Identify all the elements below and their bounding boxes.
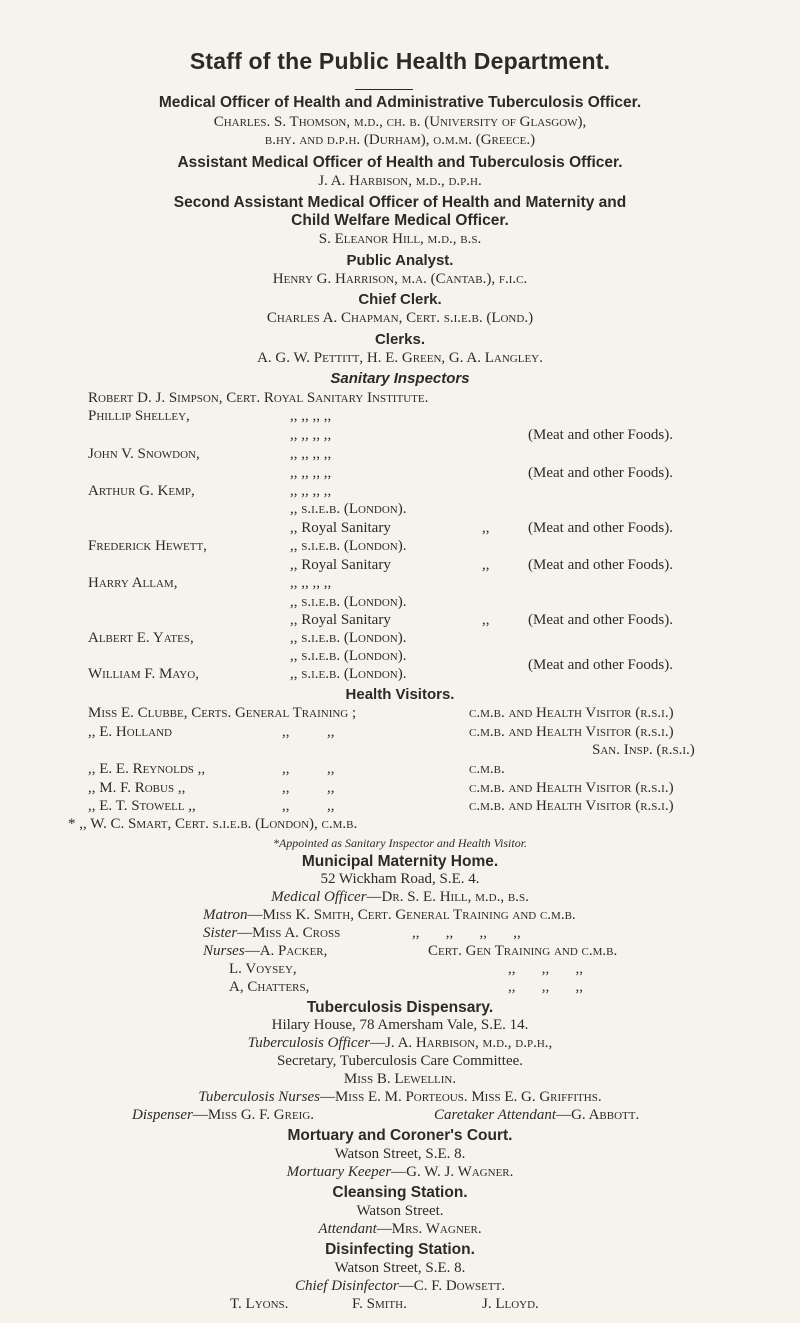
page-title: Staff of the Public Health Department. xyxy=(189,48,611,74)
inspector-name: John V. Snowdon, xyxy=(88,446,200,462)
cleansing-attendant xyxy=(0,1221,800,1238)
chief-clerk-heading: Chief Clerk. xyxy=(358,291,442,308)
label: Mortuary Keeper xyxy=(286,1164,392,1180)
visitor-qual: c.m.b. and Health Visitor (r.s.i.) xyxy=(469,780,674,796)
maternity-nurse: L. Voysey, xyxy=(229,961,297,977)
meat-foods-note: (Meat and other Foods). xyxy=(528,520,673,536)
meat-foods-note: (Meat and other Foods). xyxy=(528,557,673,573)
ditto-marks: ,, ,, ,, ,, xyxy=(290,483,332,499)
analyst-name: Henry G. Harrison, m.a. (Cantab.), f.i.c. xyxy=(272,271,528,287)
maternity-heading: Municipal Maternity Home. xyxy=(301,853,499,870)
value: —Miss A. Cross xyxy=(237,925,341,941)
second-asst-heading-1: Second Assistant Medical Officer of Health and Maternity and xyxy=(173,194,627,211)
inspector-simpson: Robert D. J. Simpson, Cert. Royal Sanitary Institute. xyxy=(88,390,429,406)
inspector-name: Phillip Shelley, xyxy=(88,408,190,424)
visitor-name: ,, M. F. Robus ,, xyxy=(88,780,186,796)
tb-secretary: Secretary, Tuberculosis Care Committee. xyxy=(276,1053,524,1069)
inspector-name: Harry Allam, xyxy=(88,575,178,591)
second-asst-name: S. Eleanor Hill, m.d., b.s. xyxy=(318,231,482,247)
moh-line1: Charles. S. Thomson, m.d., ch. b. (University of Glasgow), xyxy=(213,114,587,130)
cleansing-address: Watson Street. xyxy=(356,1203,444,1219)
ditto-marks: ,, ,, ,, xyxy=(508,961,583,977)
ditto-marks: ,, ,, xyxy=(282,798,335,814)
chief-clerk-name: Charles A. Chapman, Cert. s.i.e.b. (Lond.) xyxy=(266,310,534,326)
visitor-smart: * ,, W. C. Smart, Cert. s.i.e.b. (London), c.m.b. xyxy=(68,816,358,832)
moh-line2: b.hy. and d.p.h. (Durham), o.m.m. (Greece.) xyxy=(264,132,536,148)
ditto-mark: ,, xyxy=(482,520,490,536)
nurse-qual: Cert. Gen Training and c.m.b. xyxy=(428,943,618,959)
clerks-names: A. G. W. Pettitt, H. E. Green, G. A. Langley. xyxy=(257,350,543,366)
visitor-qual: c.m.b. xyxy=(469,761,505,777)
inspector-name: Albert E. Yates, xyxy=(88,630,194,646)
moh-heading: Medical Officer of Health and Administrative Tuberculosis Officer. xyxy=(158,94,642,111)
value: —Dr. S. E. Hill, m.d., b.s. xyxy=(366,889,529,905)
ditto-marks: ,, ,, xyxy=(282,761,335,777)
asst-moh-heading: Assistant Medical Officer of Health and Tuberculosis Officer. xyxy=(177,154,623,171)
qual-sieb: ,, s.i.e.b. (London). xyxy=(290,630,407,646)
value: —Miss G. F. Greig. xyxy=(192,1107,315,1123)
label: Matron xyxy=(203,907,248,923)
label: Chief Disinfector xyxy=(294,1278,399,1294)
qual-sieb: ,, s.i.e.b. (London). xyxy=(290,648,407,664)
inspector-name: Frederick Hewett, xyxy=(88,538,207,554)
value: —A. Packer, xyxy=(244,943,328,959)
asst-moh-name: J. A. Harbison, m.d., d.p.h. xyxy=(318,173,482,189)
disinfecting-chief xyxy=(0,1278,800,1295)
clerks-heading: Clerks. xyxy=(374,331,426,348)
maternity-matron xyxy=(203,907,576,924)
ditto-marks: ,, ,, ,, ,, xyxy=(290,575,332,591)
visitor-qual: c.m.b. and Health Visitor (r.s.i.) xyxy=(469,705,674,721)
label: Tuberculosis Officer xyxy=(247,1035,371,1051)
value: —Miss E. M. Porteous. Miss E. G. Griffiths. xyxy=(319,1089,602,1105)
value: —Mrs. Wagner. xyxy=(376,1221,482,1237)
health-visitors-heading: Health Visitors. xyxy=(345,686,455,703)
ditto-mark: ,, xyxy=(482,612,490,628)
label: Nurses xyxy=(203,943,245,959)
disinfecting-heading: Disinfecting Station. xyxy=(325,1241,475,1258)
value: —J. A. Harbison, m.d., d.p.h., xyxy=(370,1035,553,1051)
ditto-marks: ,, ,, ,, xyxy=(508,979,583,995)
maternity-address: 52 Wickham Road, S.E. 4. xyxy=(320,871,480,887)
qual-sieb: ,, s.i.e.b. (London). xyxy=(290,501,407,517)
label: Attendant xyxy=(318,1221,377,1237)
second-asst-heading-2: Child Welfare Medical Officer. xyxy=(291,212,509,229)
disinfecting-address: Watson Street, S.E. 8. xyxy=(334,1260,466,1276)
meat-foods-note: (Meat and other Foods). xyxy=(528,427,673,443)
inspector-name: William F. Mayo, xyxy=(88,666,199,682)
analyst-heading: Public Analyst. xyxy=(346,252,454,269)
visitor-name: ,, E. T. Stowell ,, xyxy=(88,798,196,814)
value: —G. W. J. Wagner. xyxy=(391,1164,514,1180)
mortuary-keeper xyxy=(0,1164,800,1181)
disinfector-name: J. Lloyd. xyxy=(482,1296,539,1312)
tb-lewellin: Miss B. Lewellin. xyxy=(343,1071,457,1087)
label: Caretaker Attendant xyxy=(434,1107,557,1123)
visitor-qual: c.m.b. and Health Visitor (r.s.i.) xyxy=(469,798,674,814)
qual-sieb: ,, s.i.e.b. (London). xyxy=(290,666,407,682)
mortuary-heading: Mortuary and Coroner's Court. xyxy=(287,1127,513,1144)
value: —Miss K. Smith, Cert. General Training and c.m.b. xyxy=(247,907,576,923)
mortuary-address: Watson Street, S.E. 8. xyxy=(334,1146,466,1162)
qual-sieb: ,, s.i.e.b. (London). xyxy=(290,538,407,554)
ditto-marks: ,, ,, ,, ,, xyxy=(290,427,332,443)
tb-dispenser xyxy=(132,1107,314,1124)
disinfector-name: T. Lyons. xyxy=(230,1296,289,1312)
ditto-marks: ,, ,, xyxy=(282,724,335,740)
label: Medical Officer xyxy=(271,889,367,905)
ditto-marks: ,, ,, ,, ,, xyxy=(290,408,332,424)
inspector-name: Arthur G. Kemp, xyxy=(88,483,195,499)
footnote: *Appointed as Sanitary Inspector and Health Visitor. xyxy=(272,836,528,850)
ditto-marks: ,, ,, ,, ,, xyxy=(290,446,332,462)
qual-royal: ,, Royal Sanitary xyxy=(290,520,391,536)
qual-royal: ,, Royal Sanitary xyxy=(290,612,391,628)
maternity-medical-officer xyxy=(0,889,800,906)
visitor-name: ,, E. E. Reynolds ,, xyxy=(88,761,206,777)
title-rule xyxy=(355,89,413,90)
visitor-qual: San. Insp. (r.s.i.) xyxy=(592,742,695,758)
tb-officer xyxy=(0,1035,800,1052)
qual-sieb: ,, s.i.e.b. (London). xyxy=(290,594,407,610)
ditto-mark: ,, xyxy=(482,557,490,573)
ditto-marks: ,, ,, ,, ,, xyxy=(290,465,332,481)
visitor-name: ,, E. Holland xyxy=(88,724,172,740)
maternity-sister xyxy=(203,925,340,942)
label: Tuberculosis Nurses xyxy=(198,1089,320,1105)
tb-address: Hilary House, 78 Amersham Vale, S.E. 14. xyxy=(271,1017,529,1033)
inspectors-heading: Sanitary Inspectors xyxy=(330,370,470,387)
meat-foods-note: (Meat and other Foods). xyxy=(528,612,673,628)
ditto-marks: ,, ,, xyxy=(282,780,335,796)
value: —G. Abbott. xyxy=(556,1107,640,1123)
disinfector-name: F. Smith. xyxy=(352,1296,407,1312)
value: —C. F. Dowsett. xyxy=(398,1278,506,1294)
tb-nurses xyxy=(0,1089,800,1106)
maternity-nurse: A, Chatters, xyxy=(229,979,310,995)
cleansing-heading: Cleansing Station. xyxy=(332,1184,468,1201)
label: Dispenser xyxy=(132,1107,193,1123)
visitor-qual: c.m.b. and Health Visitor (r.s.i.) xyxy=(469,724,674,740)
ditto-marks: ,, ,, ,, ,, xyxy=(412,925,521,941)
meat-foods-note: (Meat and other Foods). xyxy=(528,465,673,481)
maternity-nurse xyxy=(203,943,327,960)
qual-royal: ,, Royal Sanitary xyxy=(290,557,391,573)
tb-caretaker xyxy=(434,1107,639,1124)
tb-heading: Tuberculosis Dispensary. xyxy=(306,999,494,1016)
visitor-name: Miss E. Clubbe, Certs. General Training ; xyxy=(88,705,357,721)
label: Sister xyxy=(203,925,238,941)
meat-foods-note: (Meat and other Foods). xyxy=(528,657,673,673)
